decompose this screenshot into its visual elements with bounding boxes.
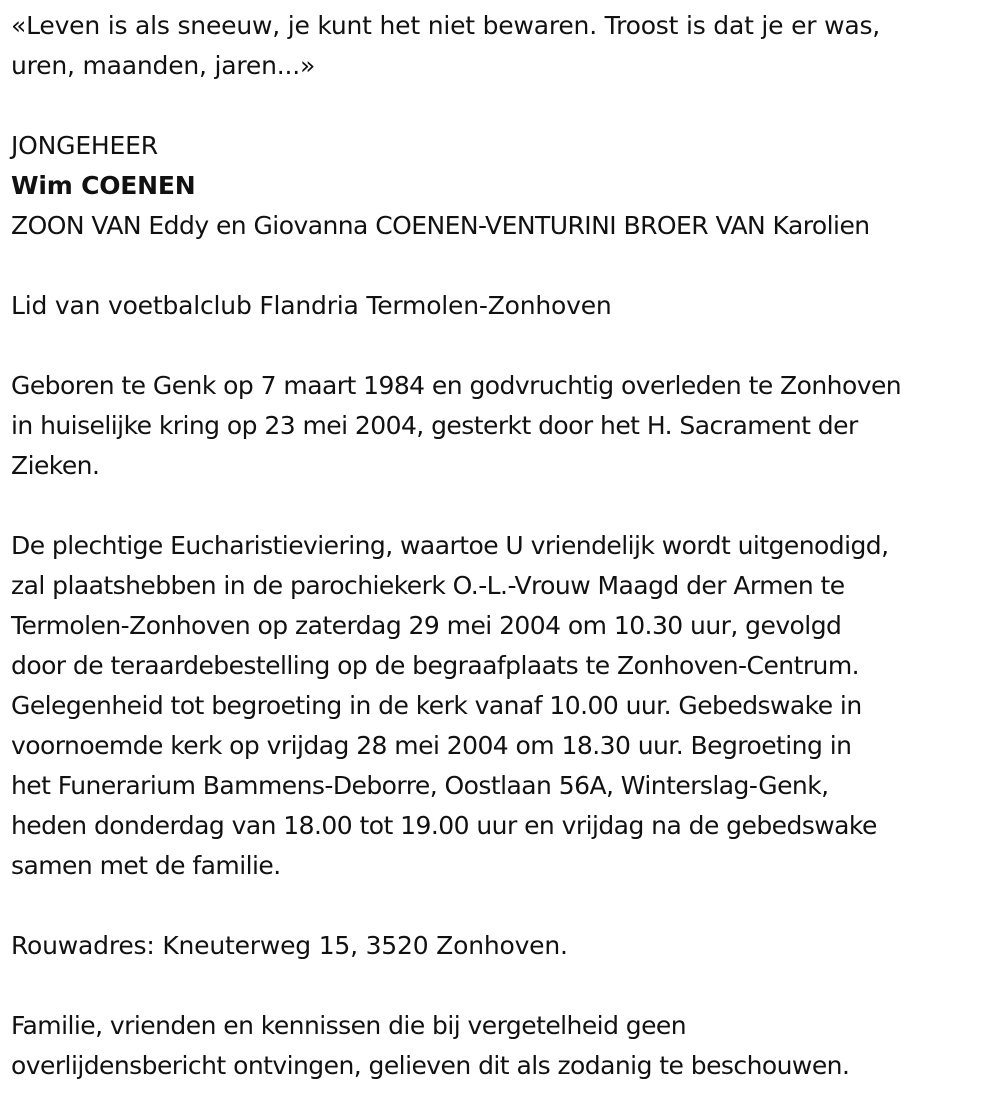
honorific-title: JONGEHEER bbox=[11, 131, 158, 160]
club-membership: Lid van voetbalclub Flandria Termolen-Zonhoven bbox=[11, 291, 612, 320]
quote-line: «Leven is als sneeuw, je kunt het niet bewaren. Troost is dat je er was, bbox=[11, 11, 881, 40]
ceremony-line: samen met de familie. bbox=[11, 851, 281, 880]
ceremony-line: Gelegenheid tot begroeting in de kerk vanaf 10.00 uur. Gebedswake in bbox=[11, 691, 862, 720]
spacer bbox=[11, 326, 995, 366]
closing-line: overlijdensbericht ontvingen, gelieven dit als zodanig te beschouwen. bbox=[11, 1051, 850, 1080]
ceremony-line: het Funerarium Bammens-Deborre, Oostlaan 56A, Winterslag-Genk, bbox=[11, 771, 829, 800]
spacer bbox=[11, 886, 995, 926]
ceremony-line: heden donderdag van 18.00 tot 19.00 uur en vrijdag na de gebedswake bbox=[11, 811, 877, 840]
ceremony-line: De plechtige Eucharistieviering, waartoe U vriendelijk wordt uitgenodigd, bbox=[11, 531, 889, 560]
spacer bbox=[11, 966, 995, 1006]
mourning-address: Rouwadres: Kneuterweg 15, 3520 Zonhoven. bbox=[11, 931, 568, 960]
family-relation: ZOON VAN Eddy en Giovanna COENEN-VENTURINI BROER VAN Karolien bbox=[11, 211, 870, 240]
ceremony-line: voornoemde kerk op vrijdag 28 mei 2004 om 18.30 uur. Begroeting in bbox=[11, 731, 852, 760]
closing-line: Familie, vrienden en kennissen die bij vergetelheid geen bbox=[11, 1011, 687, 1040]
spacer bbox=[11, 246, 995, 286]
deceased-name: Wim COENEN bbox=[11, 171, 196, 200]
spacer bbox=[11, 86, 995, 126]
ceremony-line: Termolen-Zonhoven op zaterdag 29 mei 2004 om 10.30 uur, gevolgd bbox=[11, 611, 842, 640]
birth-death-line: Geboren te Genk op 7 maart 1984 en godvruchtig overleden te Zonhoven bbox=[11, 371, 902, 400]
obituary-notice bbox=[11, 6, 995, 1086]
ceremony-line: zal plaatshebben in de parochiekerk O.-L.-Vrouw Maagd der Armen te bbox=[11, 571, 845, 600]
birth-death-line: Zieken. bbox=[11, 451, 100, 480]
ceremony-line: door de teraardebestelling op de begraafplaats te Zonhoven-Centrum. bbox=[11, 651, 860, 680]
spacer bbox=[11, 486, 995, 526]
birth-death-line: in huiselijke kring op 23 mei 2004, gesterkt door het H. Sacrament der bbox=[11, 411, 858, 440]
quote-line: uren, maanden, jaren...» bbox=[11, 51, 316, 80]
